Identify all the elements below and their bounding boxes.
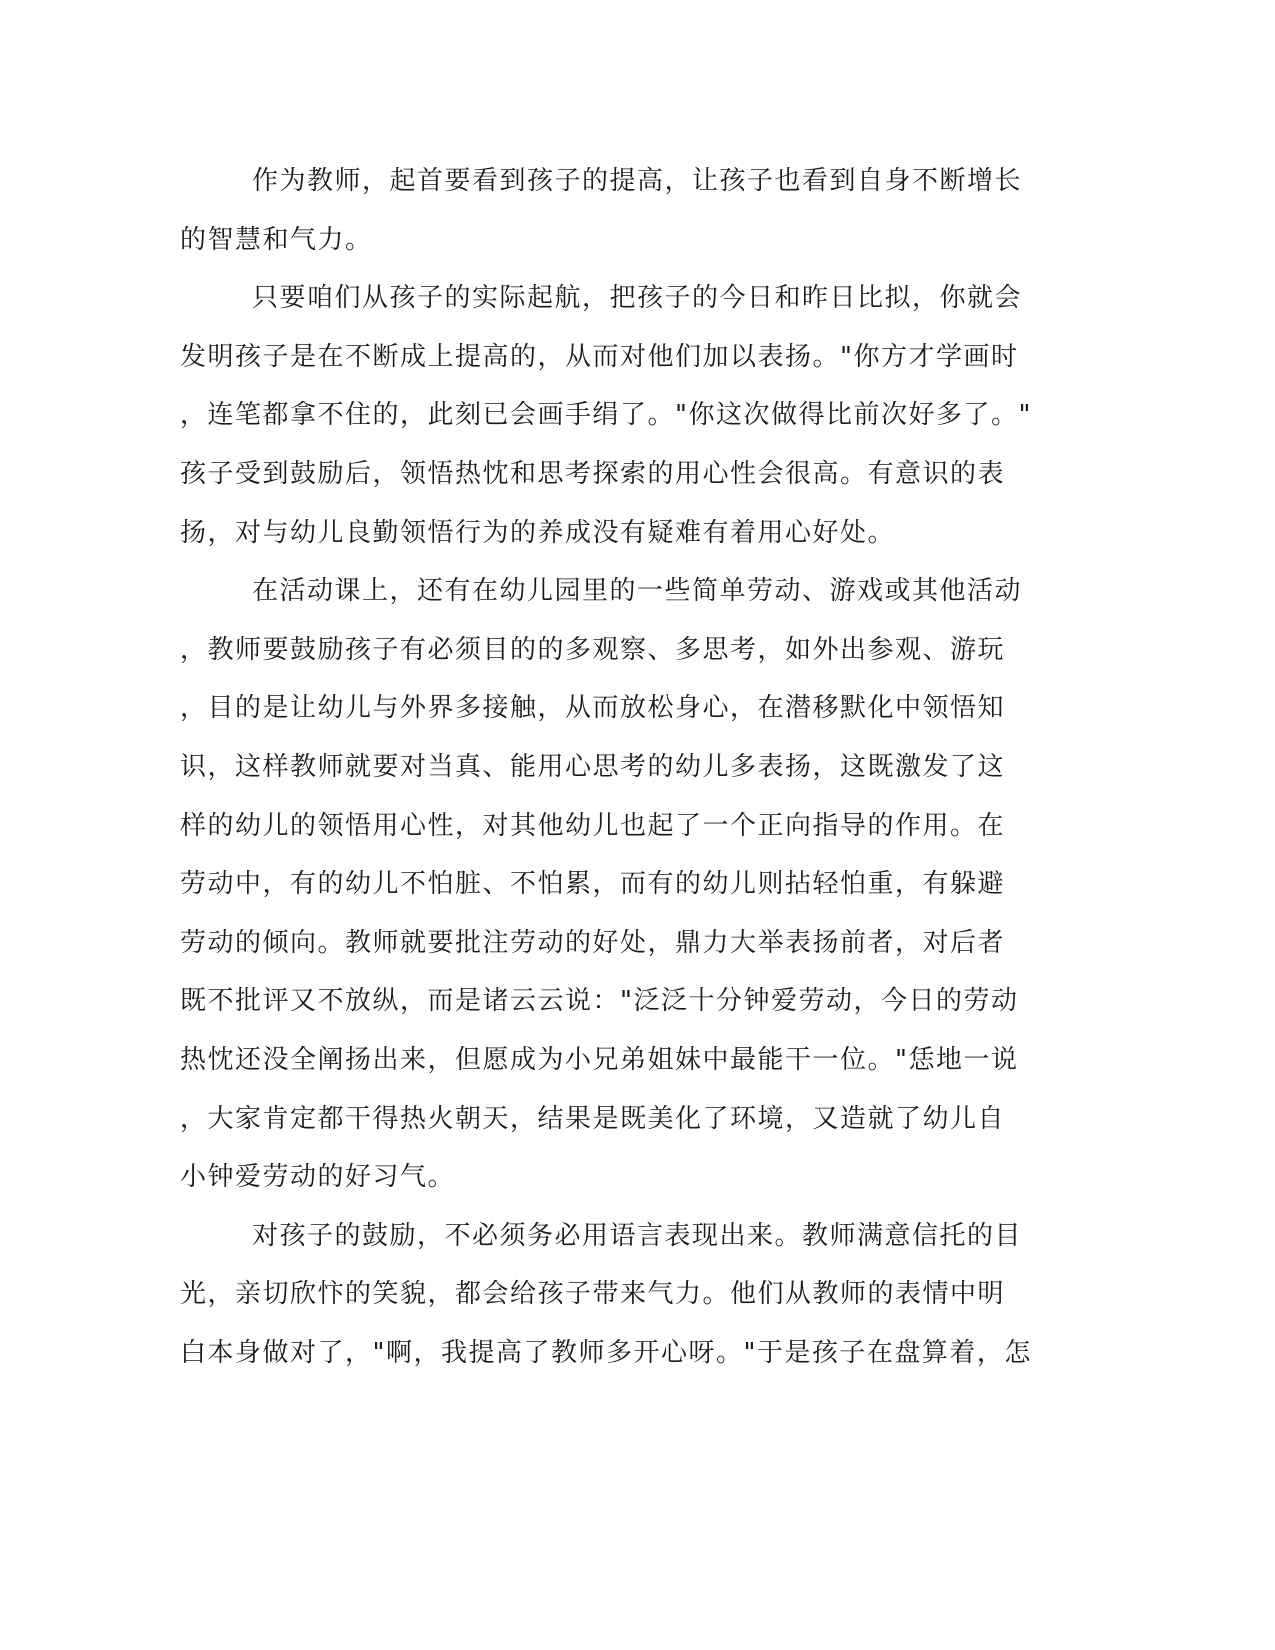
paragraph-2-line-4: 孩子受到鼓励后，领悟热忱和思考探索的用心性会很高。有意识的表 <box>180 458 1006 489</box>
paragraph-3-line-9: 热忱还没全阐扬出来，但愿成为小兄弟姐妹中最能干一位。"恁地一说 <box>180 1044 1019 1075</box>
paragraph-3-line-3: ，目的是让幼儿与外界多接触，从而放松身心，在潜移默化中领悟知 <box>180 693 1006 724</box>
paragraph-3-line-2: ，教师要鼓励孩子有必须目的的多观察、多思考，如外出参观、游玩 <box>180 634 1006 665</box>
paragraph-3-line-4: 识，这样教师就要对当真、能用心思考的幼儿多表扬，这既激发了这 <box>180 751 1006 782</box>
paragraph-2-line-1: 只要咱们从孩子的实际起航，把孩子的今日和昨日比拟，你就会 <box>252 283 1023 314</box>
paragraph-3-line-1: 在活动课上，还有在幼儿园里的一些简单劳动、游戏或其他活动 <box>252 576 1023 607</box>
paragraph-1-line-2: 的智慧和气力。 <box>180 224 373 255</box>
paragraph-3-line-10: ，大家肯定都干得热火朝天，结果是既美化了环境，又造就了幼儿自 <box>180 1103 1006 1134</box>
body-text <box>180 152 1040 1382</box>
paragraph-3-line-6: 劳动中，有的幼儿不怕脏、不怕累，而有的幼儿则拈轻怕重，有躲避 <box>180 869 1006 900</box>
paragraph-4-line-1: 对孩子的鼓励，不必须务必用语言表现出来。教师满意信托的目 <box>252 1220 1023 1251</box>
paragraph-4-line-2: 光，亲切欣忭的笑貌，都会给孩子带来气力。他们从教师的表情中明 <box>180 1279 1006 1310</box>
paragraph-2-line-2: 发明孩子是在不断成上提高的，从而对他们加以表扬。"你方才学画时 <box>180 341 1019 372</box>
paragraph-3-line-11: 小钟爱劳动的好习气。 <box>180 1162 456 1193</box>
paragraph-3-line-7: 劳动的倾向。教师就要批注劳动的好处，鼎力大举表扬前者，对后者 <box>180 927 1006 958</box>
paragraph-4-line-3: 白本身做对了，"啊，我提高了教师多开心呀。"于是孩子在盘算着，怎 <box>180 1337 1032 1368</box>
paragraph-1-line-1: 作为教师，起首要看到孩子的提高，让孩子也看到自身不断增长 <box>252 166 1023 196</box>
paragraph-3-line-8: 既不批评又不放纵，而是诸云云说："泛泛十分钟爱劳动，今日的劳动 <box>180 986 1019 1017</box>
paragraph-2-line-5: 扬，对与幼儿良勤领悟行为的养成没有疑难有着用心好处。 <box>180 517 896 548</box>
paragraph-2-line-3: ，连笔都拿不住的，此刻已会画手绢了。"你这次做得比前次好多了。" <box>180 400 1032 431</box>
paragraph-3-line-5: 样的幼儿的领悟用心性，对其他幼儿也起了一个正向指导的作用。在 <box>180 810 1006 841</box>
